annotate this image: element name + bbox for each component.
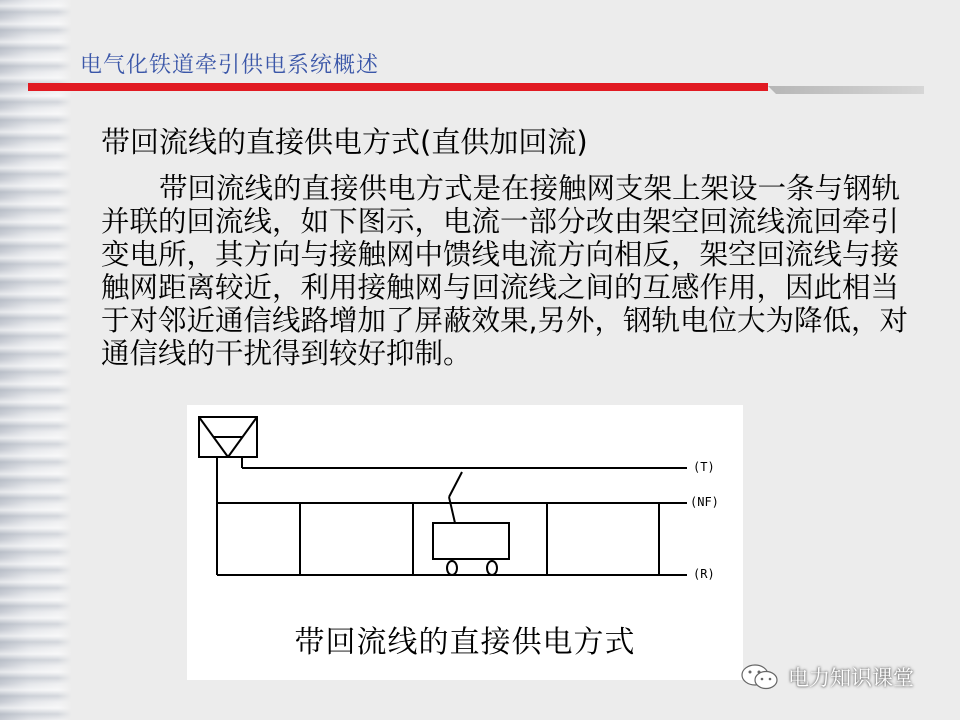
locomotive-body	[433, 523, 509, 559]
figure-caption: 带回流线的直接供电方式	[294, 625, 636, 660]
title-underline-shadow	[768, 86, 924, 94]
label-r: (R)	[693, 567, 715, 581]
decorative-side-band	[0, 0, 72, 720]
locomotive-wheel	[487, 561, 497, 575]
locomotive-wheel	[447, 561, 457, 575]
pantograph-line	[449, 472, 462, 497]
watermark-text: 电力知识课堂	[788, 666, 914, 690]
label-t: (T)	[693, 460, 715, 474]
section-heading: 带回流线的直接供电方式(直供加回流)	[101, 125, 588, 159]
pantograph-line	[449, 497, 455, 523]
watermark	[740, 660, 914, 694]
circuit-diagram-figure	[187, 405, 743, 680]
body-paragraph: 带回流线的直接供电方式是在接触网支架上架设一条与钢轨并联的回流线，如下图示，电流一部分改由架空回流线流回牵引变电所，其方向与接触网中馈线电流方向相反，架空回流线与接触网距离较近，利用接触网与回流线之间的互感作用，因此相当于对邻近通信线路增加了屏蔽效果,另外，钢轨电位大为降低，对通信线的干扰得到较好抑制。	[101, 172, 909, 370]
slide-title: 电气化铁道牵引供电系统概述	[80, 53, 380, 78]
wechat-icon	[740, 662, 780, 692]
label-nf: (NF)	[690, 495, 719, 509]
title-underline-bar	[28, 83, 768, 91]
